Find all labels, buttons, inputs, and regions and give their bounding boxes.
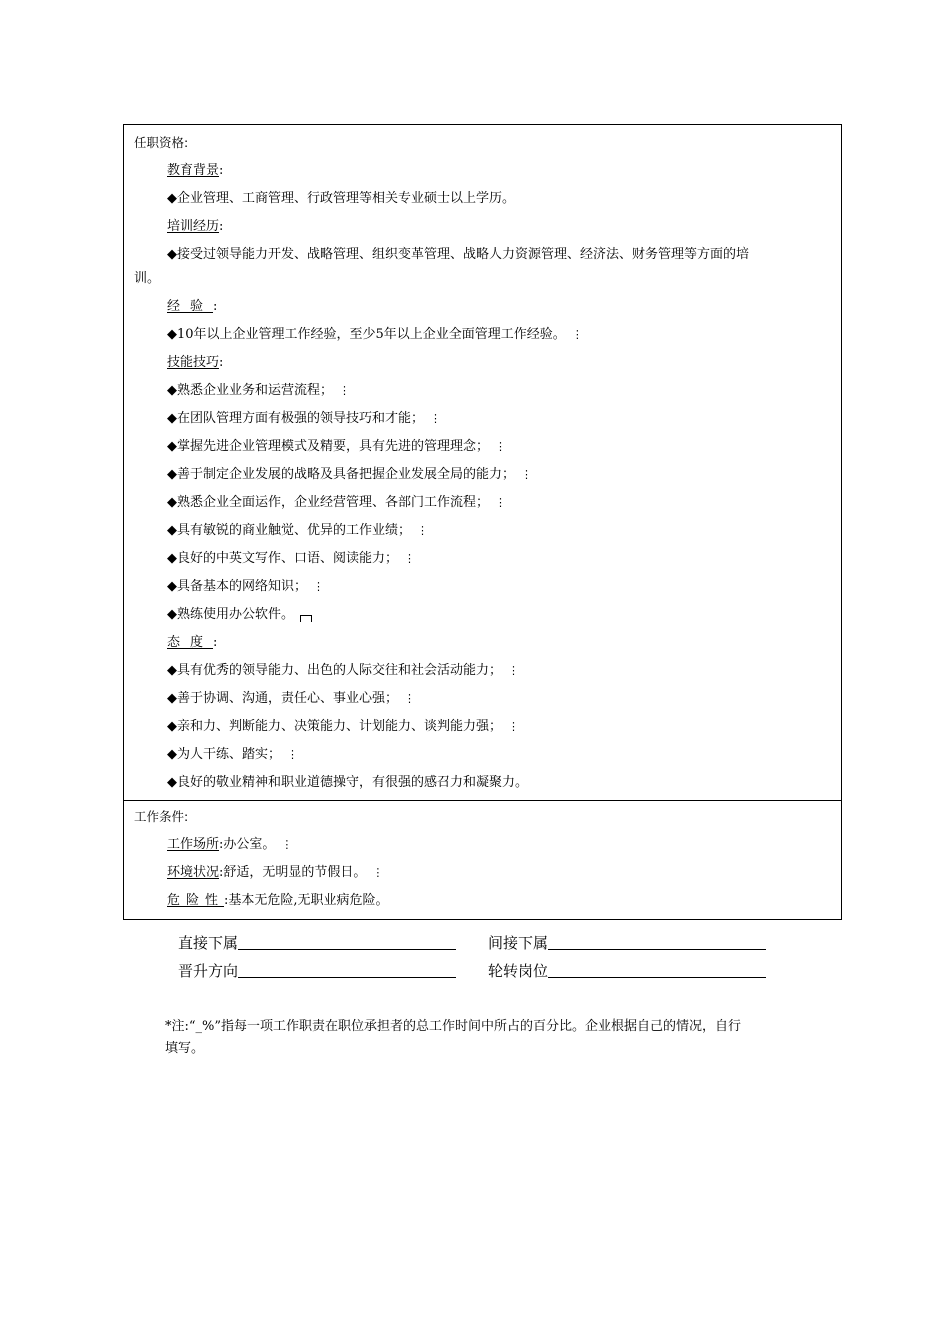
footnote-line2: 填写。 — [165, 1041, 205, 1056]
paragraph-mark-icon: ⋮ — [495, 496, 506, 509]
attitude-item: ◆善于协调、沟通，责任心、事业心强； ⋮ — [167, 691, 415, 706]
paragraph-mark-icon: ⋮ — [404, 692, 415, 705]
section-break-icon — [300, 615, 312, 622]
paragraph-mark-icon: ⋮ — [281, 838, 293, 851]
paragraph-mark-icon: ⋮ — [508, 664, 519, 677]
skills-item: ◆具备基本的网络知识； ⋮ — [167, 579, 324, 594]
paragraph-mark-icon: ⋮ — [339, 384, 350, 397]
experience-item: ◆10年以上企业管理工作经验，至少5年以上企业全面管理工作经验。 ⋮ — [167, 327, 583, 342]
paragraph-mark-icon: ⋮ — [508, 720, 519, 733]
work-place-row: 工作场所:办公室。 ⋮ — [167, 837, 293, 852]
skills-item: ◆善于制定企业发展的战略及具备把握企业发展全局的能力； ⋮ — [167, 467, 532, 482]
footnote-line1: *注:“_%”指每一项工作职责在职位承担者的总工作时间中所占的百分比。企业根据自己的情况，自行 — [165, 1019, 742, 1034]
paragraph-mark-icon: ⋮ — [521, 468, 532, 481]
conditions-title: 工作条件: — [134, 809, 189, 824]
paragraph-mark-icon: ⋮ — [404, 552, 415, 565]
attitude-item: ◆良好的敬业精神和职业道德操守，有很强的感召力和凝聚力。 — [167, 775, 528, 790]
training-label: 培训经历: — [167, 219, 224, 234]
experience-label: 经验: — [167, 299, 218, 314]
attitude-item: ◆具有优秀的领导能力、出色的人际交往和社会活动能力； ⋮ — [167, 663, 519, 678]
footnote — [165, 1016, 815, 1060]
conditions-section — [124, 801, 841, 919]
skills-item: ◆具有敏锐的商业触觉、优异的工作业绩； ⋮ — [167, 523, 428, 538]
skills-item: ◆良好的中英文写作、口语、阅读能力； ⋮ — [167, 551, 415, 566]
skills-item: ◆熟悉企业业务和运营流程； ⋮ — [167, 383, 350, 398]
paragraph-mark-icon: ⋮ — [287, 748, 298, 761]
paragraph-mark-icon: ⋮ — [571, 328, 583, 341]
skills-item: ◆熟悉企业全面运作，企业经营管理、各部门工作流程； ⋮ — [167, 495, 506, 510]
attitude-item: ◆亲和力、判断能力、决策能力、计划能力、谈判能力强； ⋮ — [167, 719, 519, 734]
skills-item: ◆掌握先进企业管理模式及精要，具有先进的管理理念； ⋮ — [167, 439, 506, 454]
paragraph-mark-icon: ⋮ — [372, 866, 384, 879]
education-label: 教育背景: — [167, 163, 224, 178]
promotion-blank[interactable] — [238, 963, 456, 978]
rotation-blank[interactable] — [548, 963, 766, 978]
paragraph-mark-icon: ⋮ — [417, 524, 428, 537]
skills-item: ◆在团队管理方面有极强的领导技巧和才能； ⋮ — [167, 411, 441, 426]
job-description-table — [123, 124, 842, 920]
training-item-line1: ◆接受过领导能力开发、战略管理、组织变革管理、战略人力资源管理、经济法、财务管理等方面的培 — [167, 247, 749, 262]
skills-item: ◆熟练使用办公软件。 — [167, 607, 841, 623]
indirect-subordinate-field: 间接下属 — [488, 933, 766, 953]
danger-row: 危险性:基本无危险,无职业病危险。 — [167, 893, 389, 908]
paragraph-mark-icon: ⋮ — [313, 580, 324, 593]
attitude-item: ◆为人干练、踏实； ⋮ — [167, 747, 298, 762]
direct-subordinate-field: 直接下属 — [178, 933, 456, 953]
paragraph-mark-icon: ⋮ — [430, 412, 441, 425]
attitude-label: 态度: — [167, 635, 218, 650]
direct-subordinate-blank[interactable] — [238, 935, 456, 950]
qualifications-section — [124, 125, 841, 801]
training-item-line2: 训。 — [134, 271, 161, 286]
skills-label: 技能技巧: — [167, 355, 224, 370]
qualifications-title: 任职资格: — [134, 135, 189, 150]
education-item: ◆企业管理、工商管理、行政管理等相关专业硕士以上学历。 — [167, 191, 515, 206]
environment-row: 环境状况:舒适，无明显的节假日。 ⋮ — [167, 865, 384, 880]
indirect-subordinate-blank[interactable] — [548, 935, 766, 950]
promotion-field: 晋升方向 — [178, 961, 456, 981]
rotation-field: 轮转岗位 — [488, 961, 766, 981]
paragraph-mark-icon: ⋮ — [495, 440, 506, 453]
